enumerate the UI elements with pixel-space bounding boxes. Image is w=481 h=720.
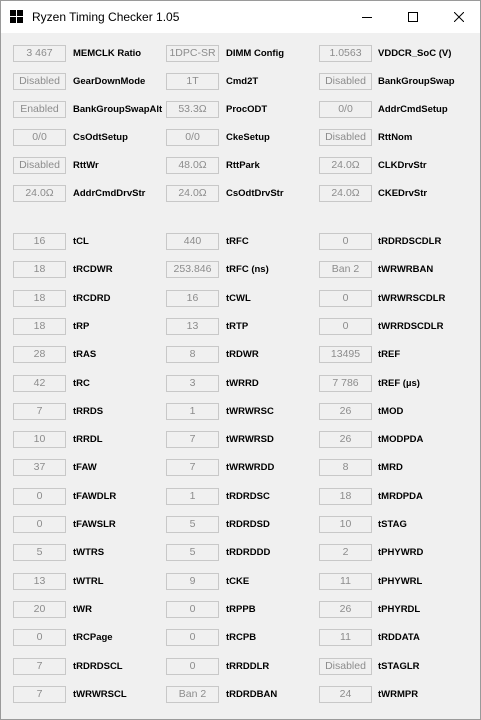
value-field[interactable]: 2 bbox=[319, 544, 372, 561]
value-field[interactable]: Disabled bbox=[13, 157, 66, 174]
value-field[interactable]: 13 bbox=[13, 573, 66, 590]
parameter-label: tWTRS bbox=[73, 547, 105, 559]
value-field[interactable]: 53.3Ω bbox=[166, 101, 219, 118]
config-row bbox=[1, 70, 480, 92]
parameter-label: MEMCLK Ratio bbox=[73, 48, 142, 59]
value-field[interactable]: 7 bbox=[13, 686, 66, 703]
value-field[interactable]: 1DPC-SR bbox=[166, 45, 219, 62]
timing-row bbox=[1, 372, 480, 394]
value-field[interactable]: 0 bbox=[319, 290, 372, 307]
parameter-label: tRDDATA bbox=[378, 632, 420, 644]
value-field[interactable]: 7 bbox=[166, 459, 219, 476]
value-field[interactable]: 13 bbox=[166, 318, 219, 335]
value-field[interactable]: 7 bbox=[166, 431, 219, 448]
value-field[interactable]: 10 bbox=[13, 431, 66, 448]
parameter-label: BankGroupSwap bbox=[378, 76, 455, 87]
value-field[interactable]: 13495 bbox=[319, 346, 372, 363]
close-icon bbox=[454, 12, 464, 22]
value-field[interactable]: 7 786 bbox=[319, 375, 372, 392]
parameter-label: AddrCmdSetup bbox=[378, 104, 448, 115]
value-field[interactable]: Ban 2 bbox=[166, 686, 219, 703]
parameter-label: CLKDrvStr bbox=[378, 160, 427, 171]
parameter-label: tMRD bbox=[378, 462, 403, 474]
parameter-label: tRP bbox=[73, 320, 90, 332]
value-field[interactable]: 440 bbox=[166, 233, 219, 250]
value-field[interactable]: 16 bbox=[13, 233, 66, 250]
value-field[interactable]: 26 bbox=[319, 601, 372, 618]
parameter-label: tPHYWRL bbox=[378, 575, 423, 587]
value-field[interactable]: 24.0Ω bbox=[319, 157, 372, 174]
parameter-label: tPHYWRD bbox=[378, 547, 424, 559]
parameter-label: VDDCR_SoC (V) bbox=[378, 48, 452, 59]
parameter-label: CKEDrvStr bbox=[378, 188, 428, 199]
parameter-label: tRPPB bbox=[226, 603, 256, 615]
parameter-label: tWRWRSD bbox=[226, 434, 274, 446]
minimize-button[interactable] bbox=[344, 1, 390, 33]
value-field[interactable]: 20 bbox=[13, 601, 66, 618]
value-field[interactable]: 0 bbox=[166, 658, 219, 675]
timing-row bbox=[1, 513, 480, 535]
value-field[interactable]: 3 467 bbox=[13, 45, 66, 62]
title-bar[interactable] bbox=[1, 1, 480, 33]
value-field[interactable]: 11 bbox=[319, 573, 372, 590]
value-field[interactable]: 8 bbox=[319, 459, 372, 476]
parameter-label: tWRRDSCDLR bbox=[378, 320, 444, 332]
value-field[interactable]: 18 bbox=[13, 318, 66, 335]
parameter-label: tRDRDSC bbox=[226, 490, 270, 502]
timing-row bbox=[1, 343, 480, 365]
parameter-label: BankGroupSwapAlt bbox=[73, 104, 163, 115]
value-field[interactable]: Enabled bbox=[13, 101, 66, 118]
timing-row bbox=[1, 655, 480, 677]
app-icon bbox=[10, 10, 23, 23]
value-field[interactable]: Disabled bbox=[319, 73, 372, 90]
parameter-label: RttPark bbox=[226, 160, 260, 171]
config-row bbox=[1, 98, 480, 120]
value-field[interactable]: 9 bbox=[166, 573, 219, 590]
value-field[interactable]: 8 bbox=[166, 346, 219, 363]
parameter-label: tRDRDDD bbox=[226, 547, 271, 559]
value-field[interactable]: 1T bbox=[166, 73, 219, 90]
value-field[interactable]: 48.0Ω bbox=[166, 157, 219, 174]
value-field[interactable]: 10 bbox=[319, 516, 372, 533]
config-row bbox=[1, 126, 480, 148]
value-field[interactable]: 18 bbox=[13, 261, 66, 278]
parameter-label: tRCDWR bbox=[73, 264, 113, 276]
value-field[interactable]: 0/0 bbox=[13, 129, 66, 146]
parameter-label: tMRDPDA bbox=[378, 490, 423, 502]
timing-row bbox=[1, 287, 480, 309]
value-field[interactable]: 0/0 bbox=[319, 101, 372, 118]
value-field[interactable]: 1.0563 bbox=[319, 45, 372, 62]
parameter-label: tRCPage bbox=[73, 632, 113, 644]
maximize-button[interactable] bbox=[390, 1, 436, 33]
value-field[interactable]: 16 bbox=[166, 290, 219, 307]
parameter-label: tMODPDA bbox=[378, 434, 424, 446]
parameter-label: tMOD bbox=[378, 405, 404, 417]
parameter-label: tWRRD bbox=[226, 377, 259, 389]
value-field[interactable]: Ban 2 bbox=[319, 261, 372, 278]
parameter-label: tRFC (ns) bbox=[226, 264, 269, 276]
parameter-label: tSTAGLR bbox=[378, 660, 420, 672]
parameter-label: tRAS bbox=[73, 349, 97, 361]
timing-row bbox=[1, 598, 480, 620]
value-field[interactable]: 24 bbox=[319, 686, 372, 703]
parameter-label: tREF (µs) bbox=[378, 377, 420, 389]
value-field[interactable]: 5 bbox=[13, 544, 66, 561]
config-row bbox=[1, 154, 480, 176]
value-field[interactable]: 7 bbox=[13, 403, 66, 420]
timing-row bbox=[1, 485, 480, 507]
value-field[interactable]: 5 bbox=[166, 516, 219, 533]
value-field[interactable]: 3 bbox=[166, 375, 219, 392]
parameter-label: tRDRDSCL bbox=[73, 660, 123, 672]
value-field[interactable]: 0 bbox=[319, 233, 372, 250]
parameter-label: CsOdtDrvStr bbox=[226, 188, 284, 199]
timing-row bbox=[1, 570, 480, 592]
value-field[interactable]: 24.0Ω bbox=[166, 185, 219, 202]
timing-row bbox=[1, 456, 480, 478]
timing-row bbox=[1, 315, 480, 337]
timing-row bbox=[1, 258, 480, 280]
parameter-label: tFAWSLR bbox=[73, 519, 116, 530]
value-field[interactable]: 11 bbox=[319, 629, 372, 646]
window-title: Ryzen Timing Checker 1.05 bbox=[32, 10, 180, 24]
parameter-label: tRCPB bbox=[226, 632, 257, 644]
value-field[interactable]: 37 bbox=[13, 459, 66, 476]
parameter-label: tRC bbox=[73, 377, 90, 389]
value-field[interactable]: 26 bbox=[319, 403, 372, 420]
parameter-label: GearDownMode bbox=[73, 76, 146, 87]
value-field[interactable]: 24.0Ω bbox=[319, 185, 372, 202]
config-row bbox=[1, 42, 480, 64]
parameter-label: tWR bbox=[73, 603, 92, 615]
timing-row bbox=[1, 626, 480, 648]
parameter-label: tRRDS bbox=[73, 405, 104, 417]
maximize-icon bbox=[408, 12, 418, 22]
value-field[interactable]: 26 bbox=[319, 431, 372, 448]
minimize-icon bbox=[362, 12, 372, 22]
parameter-label: tRCDRD bbox=[73, 292, 111, 304]
parameter-label: tREF bbox=[378, 349, 401, 361]
value-field[interactable]: 0 bbox=[13, 629, 66, 646]
value-field[interactable]: 1 bbox=[166, 488, 219, 505]
value-field[interactable]: 18 bbox=[13, 290, 66, 307]
value-field[interactable]: 253.846 bbox=[166, 261, 219, 278]
value-field[interactable]: 24.0Ω bbox=[13, 185, 66, 202]
value-field[interactable]: 28 bbox=[13, 346, 66, 363]
value-field[interactable]: 0 bbox=[13, 488, 66, 505]
parameter-label: tRRDDLR bbox=[226, 660, 270, 672]
timing-row bbox=[1, 230, 480, 252]
parameter-label: tPHYRDL bbox=[378, 603, 421, 615]
value-field[interactable]: 42 bbox=[13, 375, 66, 392]
timing-row bbox=[1, 428, 480, 450]
parameter-label: AddrCmdDrvStr bbox=[73, 188, 146, 199]
timing-row bbox=[1, 541, 480, 563]
value-field[interactable]: Disabled bbox=[319, 658, 372, 675]
parameter-label: tFAW bbox=[73, 462, 97, 474]
parameter-label: tFAWDLR bbox=[73, 490, 117, 502]
parameter-label: RttNom bbox=[378, 132, 413, 143]
parameter-label: tCWL bbox=[226, 292, 251, 304]
parameter-label: tRDRDSD bbox=[226, 519, 270, 530]
parameter-label: tSTAG bbox=[378, 519, 407, 530]
parameter-label: tRDRDBAN bbox=[226, 688, 278, 700]
parameter-label: CkeSetup bbox=[226, 132, 270, 143]
parameter-label: tRTP bbox=[226, 320, 249, 332]
parameter-label: tRFC bbox=[226, 236, 249, 247]
parameter-label: CsOdtSetup bbox=[73, 132, 128, 143]
parameter-label: tWRWRSC bbox=[226, 405, 274, 417]
parameter-label: Cmd2T bbox=[226, 76, 259, 87]
config-row bbox=[1, 182, 480, 204]
main-content bbox=[1, 33, 480, 719]
parameter-label: DIMM Config bbox=[226, 48, 285, 59]
parameter-label: tRRDL bbox=[73, 434, 103, 446]
parameter-label: ProcODT bbox=[226, 104, 268, 115]
parameter-label: tRDRDSCDLR bbox=[378, 236, 442, 247]
value-field[interactable]: 18 bbox=[319, 488, 372, 505]
parameter-label: RttWr bbox=[73, 160, 99, 171]
parameter-label: tCKE bbox=[226, 575, 250, 587]
parameter-label: tRDWR bbox=[226, 349, 259, 361]
parameter-label: tWRWRSCL bbox=[73, 688, 127, 700]
value-field[interactable]: 1 bbox=[166, 403, 219, 420]
value-field[interactable]: 0 bbox=[166, 629, 219, 646]
timing-row bbox=[1, 683, 480, 705]
value-field[interactable]: Disabled bbox=[13, 73, 66, 90]
value-field[interactable]: Disabled bbox=[319, 129, 372, 146]
value-field[interactable]: 5 bbox=[166, 544, 219, 561]
close-button[interactable] bbox=[436, 1, 481, 33]
parameter-label: tWRMPR bbox=[378, 688, 419, 700]
parameter-label: tWRWRBAN bbox=[378, 264, 434, 276]
parameter-label: tWRWRDD bbox=[226, 462, 275, 474]
value-field[interactable]: 0 bbox=[166, 601, 219, 618]
value-field[interactable]: 0 bbox=[13, 516, 66, 533]
parameter-label: tWTRL bbox=[73, 575, 104, 587]
timing-row bbox=[1, 400, 480, 422]
value-field[interactable]: 7 bbox=[13, 658, 66, 675]
value-field[interactable]: 0 bbox=[319, 318, 372, 335]
parameter-label: tWRWRSCDLR bbox=[378, 292, 446, 304]
value-field[interactable]: 0/0 bbox=[166, 129, 219, 146]
parameter-label: tCL bbox=[73, 236, 89, 247]
